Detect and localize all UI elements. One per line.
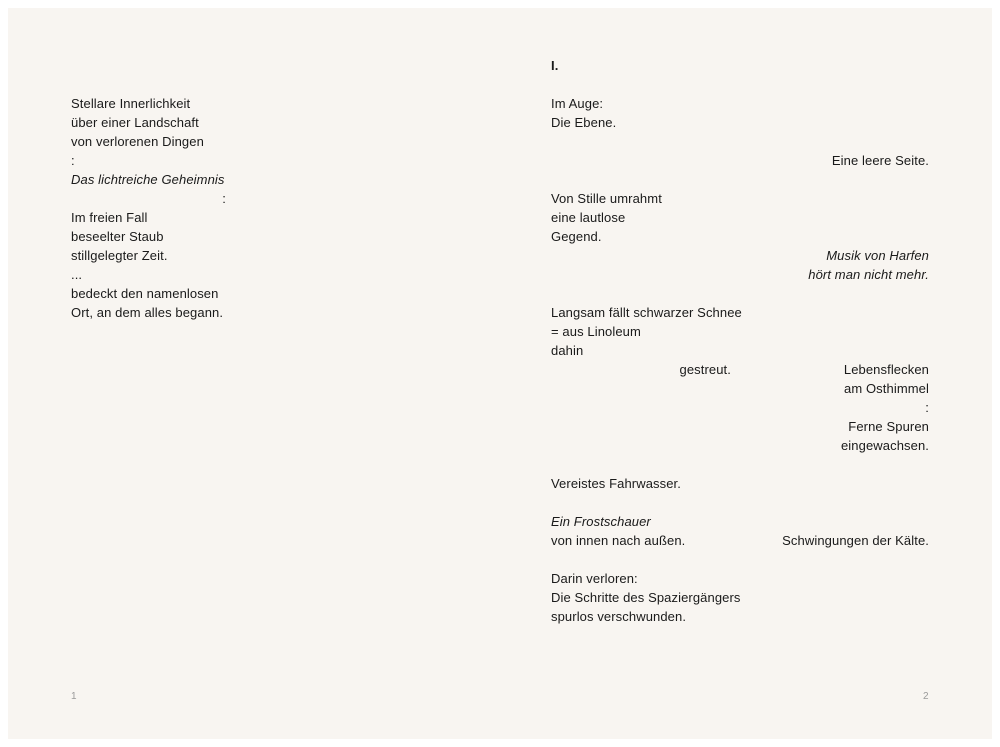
poem-line: Darin verloren: (551, 571, 638, 586)
poem-line: Im freien Fall (71, 210, 148, 225)
poem-line-italic: Musik von Harfen (826, 248, 929, 263)
poem-line: bedeckt den namenlosen (71, 286, 219, 301)
poem-line: von verlorenen Dingen (71, 134, 204, 149)
poem-line: dahin (551, 343, 584, 358)
poem-line: Vereistes Fahrwasser. (551, 476, 681, 491)
poem-line: Lebensflecken (843, 362, 929, 377)
poem-line: über einer Landschaft (71, 115, 199, 130)
section-heading: I. (551, 58, 559, 73)
poem-line: spurlos verschwunden. (551, 609, 687, 624)
poem-line: von innen nach außen. (551, 533, 686, 548)
poem-line: : (222, 191, 226, 206)
poem-line: eine lautlose (551, 210, 626, 225)
poem-line: eingewachsen. (840, 438, 929, 453)
poem-line: = aus Linoleum (551, 324, 641, 339)
poem-line: stillgelegter Zeit. (71, 248, 168, 263)
poem-line: gestreut. (679, 362, 731, 377)
poem-line: ... (71, 267, 83, 282)
poem-line-italic: Das lichtreiche Geheimnis (71, 172, 225, 187)
page-number: 1 (71, 691, 77, 702)
poem-line: Eine leere Seite. (831, 153, 929, 168)
poem-line: Gegend. (551, 229, 602, 244)
poem-line-italic: Ein Frostschauer (551, 514, 651, 529)
poem-line: Ort, an dem alles begann. (71, 305, 224, 320)
poem-line: Langsam fällt schwarzer Schnee (551, 305, 742, 320)
poem-line: Im Auge: (551, 96, 604, 111)
poem-line: Ferne Spuren (848, 419, 929, 434)
page-number: 2 (923, 691, 929, 702)
poem-line: Die Ebene. (551, 115, 617, 130)
poem-line: Schwingungen der Kälte. (782, 533, 929, 548)
poem-line: am Osthimmel (844, 381, 929, 396)
poem-line: : (71, 153, 75, 168)
poem-line-italic: hört man nicht mehr. (808, 267, 929, 282)
poem-line: : (925, 400, 929, 415)
poem-line: Stellare Innerlichkeit (71, 96, 191, 111)
book-spread (8, 8, 992, 739)
poem-line: Die Schritte des Spaziergängers (551, 590, 741, 605)
poem-line: Von Stille umrahmt (551, 191, 662, 206)
poem-line: beseelter Staub (71, 229, 164, 244)
